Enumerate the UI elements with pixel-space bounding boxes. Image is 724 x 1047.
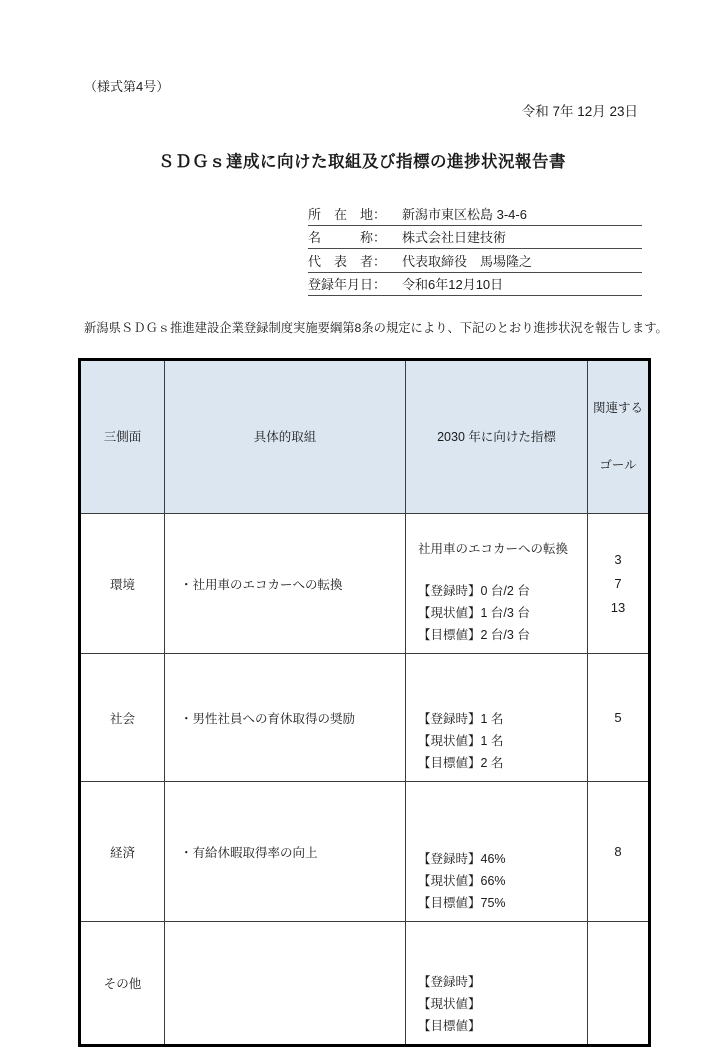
indicator-cell [406, 782, 588, 922]
goals-cell [588, 782, 650, 922]
info-label-representative: 代 表 者： [308, 253, 387, 269]
indicator-cell [406, 654, 588, 782]
info-value-name: 株式会社日建技術 [402, 230, 507, 246]
indicator-target: 【目標値】75% [418, 896, 506, 910]
header-goals [588, 360, 650, 514]
initiative-cell [165, 922, 406, 1046]
info-value-representative: 代表取締役 馬場隆之 [402, 253, 533, 269]
aspect-cell: その他 [80, 922, 165, 1046]
info-value-registration-date: 令和6年12月10日 [402, 277, 504, 293]
indicator-cell [406, 922, 588, 1046]
table-header-row [80, 360, 650, 514]
header-goals-line1: 関連する [592, 401, 643, 415]
initiative-cell: ・男性社員への育休取得の奨励 [165, 654, 406, 782]
info-label-address: 所 在 地： [308, 206, 387, 222]
goal-number: 8 [614, 843, 622, 859]
goal-number: 5 [614, 709, 622, 725]
document-date: 令和 7年 12月 23日 [521, 104, 638, 119]
goal-number: 13 [610, 599, 626, 615]
header-initiative: 具体的取組 [165, 360, 406, 514]
aspect-cell: 社会 [80, 654, 165, 782]
info-label-name: 名 称： [308, 230, 387, 246]
table-row-social [80, 654, 650, 782]
initiative-cell: ・社用車のエコカーへの転換 [165, 514, 406, 654]
info-value-address: 新潟市東区松島 3-4-6 [402, 206, 527, 222]
goal-number: 3 [614, 551, 622, 567]
indicator-current: 【現状値】 [418, 997, 481, 1011]
aspect-cell: 経済 [80, 782, 165, 922]
goal-number: 7 [614, 575, 622, 591]
table-row-environment [80, 514, 650, 654]
indicator-registered: 【登録時】0 台/2 台 [418, 584, 530, 598]
indicator-heading: 社用車のエコカーへの転換 [418, 542, 569, 556]
indicator-current: 【現状値】1 台/3 台 [418, 606, 530, 620]
info-row-name [308, 226, 642, 250]
table-row-other [80, 922, 650, 1046]
indicator-current: 【現状値】66% [418, 874, 506, 888]
goals-cell [588, 922, 650, 1046]
intro-text: 新潟県ＳＤＧｓ推進建設企業登録制度実施要綱第8条の規定により、下記のとおり進捗状況を報告します。 [84, 321, 668, 335]
goals-cell [588, 514, 650, 654]
table-row-economy [80, 782, 650, 922]
report-table [78, 358, 651, 1047]
header-goals-line2: ゴール [599, 458, 637, 472]
form-number: （様式第4号） [84, 79, 170, 94]
document-title: ＳＤＧｓ達成に向けた取組及び指標の進捗状況報告書 [158, 153, 566, 171]
initiative-cell: ・有給休暇取得率の向上 [165, 782, 406, 922]
aspect-cell: 環境 [80, 514, 165, 654]
indicator-target: 【目標値】2 台/3 台 [418, 628, 530, 642]
header-aspect: 三側面 [80, 360, 165, 514]
indicator-current: 【現状値】1 名 [418, 734, 504, 748]
company-info-block [308, 202, 642, 296]
indicator-target: 【目標値】 [418, 1019, 481, 1033]
indicator-registered: 【登録時】46% [418, 852, 506, 866]
info-row-representative [308, 249, 642, 273]
indicator-registered: 【登録時】 [418, 975, 481, 989]
info-row-address [308, 202, 642, 226]
indicator-registered: 【登録時】1 名 [418, 712, 504, 726]
header-indicator: 2030 年に向けた指標 [406, 360, 588, 514]
info-row-registration-date [308, 273, 642, 297]
goals-cell [588, 654, 650, 782]
info-label-registration-date: 登録年月日： [308, 277, 387, 293]
indicator-cell [406, 514, 588, 654]
indicator-target: 【目標値】2 名 [418, 756, 504, 770]
